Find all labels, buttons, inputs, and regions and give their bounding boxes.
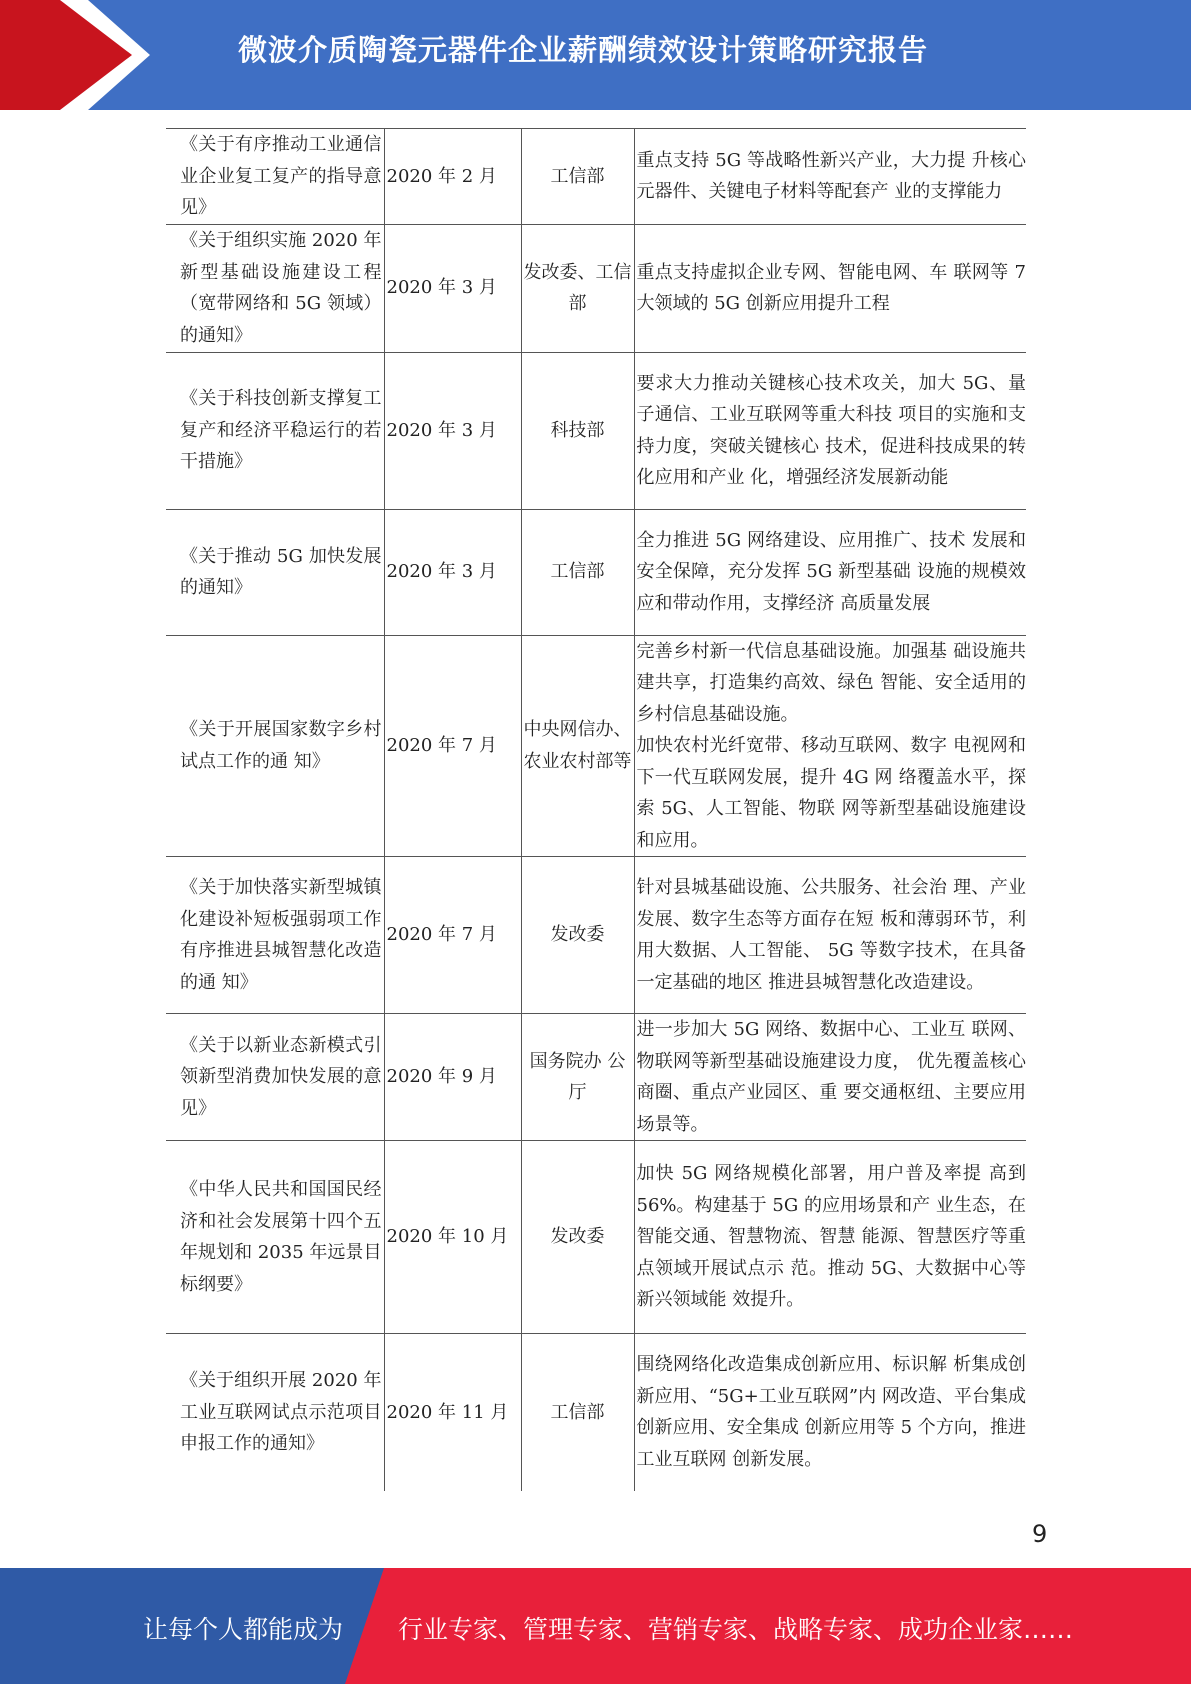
policy-name: 《关于组织实施 2020 年新型基础设施建设工程（宽带网络和 5G 领域）的通知》 <box>166 224 384 352</box>
table-row <box>166 1141 1026 1334</box>
policy-desc: 要求大力推动关键核心技术攻关，加大 5G、量子通信、工业互联网等重大科技 项目的实施和支持力度，突破关键核心 技术，促进科技成果的转化应用和产业 化，增强经济发展新动能 <box>634 352 1026 509</box>
policy-name: 《关于科技创新支撑复工复产和经济平稳运行的若干措施》 <box>166 352 384 509</box>
policy-desc: 围绕网络化改造集成创新应用、标识解 析集成创新应用、“5G+工业互联网”内 网改造、平台集成创新应用、安全集成 创新应用等 5 个方向，推进工业互联网 创新发展。 <box>634 1334 1026 1491</box>
policy-date: 2020 年 7 月 <box>384 635 521 857</box>
policy-dept: 国务院办 公厅 <box>521 1014 634 1141</box>
footer-slogan-right: 行业专家、管理专家、营销专家、战略专家、成功企业家…… <box>398 1615 1074 1644</box>
policy-date: 2020 年 3 月 <box>384 352 521 509</box>
policy-name: 《关于组织开展 2020 年工业互联网试点示范项目申报工作的通知》 <box>166 1334 384 1491</box>
policy-name: 《关于加快落实新型城镇化建设补短板强弱项工作有序推进县城智慧化改造的通 知》 <box>166 857 384 1014</box>
policy-name: 《关于推动 5G 加快发展的通知》 <box>166 509 384 635</box>
table-row <box>166 224 1026 352</box>
policy-name: 《关于以新业态新模式引领新型消费加快发展的意见》 <box>166 1014 384 1141</box>
policy-date: 2020 年 10 月 <box>384 1141 521 1334</box>
policy-date: 2020 年 2 月 <box>384 129 521 225</box>
policy-dept: 工信部 <box>521 509 634 635</box>
table-row <box>166 1014 1026 1141</box>
header-title: 微波介质陶瓷元器件企业薪酬绩效设计策略研究报告 <box>238 33 929 67</box>
page-header <box>0 0 1191 110</box>
policy-desc: 进一步加大 5G 网络、数据中心、工业互 联网、物联网等新型基础设施建设力度， 优先覆盖核心商圈、重点产业园区、重 要交通枢纽、主要应用场景等。 <box>634 1014 1026 1141</box>
policy-desc: 全力推进 5G 网络建设、应用推广、技术 发展和安全保障，充分发挥 5G 新型基础 设施的规模效应和带动作用，支撑经济 高质量发展 <box>634 509 1026 635</box>
footer-slogan-left: 让每个人都能成为 <box>143 1615 344 1644</box>
policy-desc: 针对县城基础设施、公共服务、社会治 理、产业发展、数字生态等方面存在短 板和薄弱环节，利用大数据、人工智能、 5G 等数字技术，在具备一定基础的地区 推进县城智慧化改造建设。 <box>634 857 1026 1014</box>
policy-date: 2020 年 3 月 <box>384 509 521 635</box>
policy-desc: 加快 5G 网络规模化部署，用户普及率提 高到 56%。构建基于 5G 的应用场景和产 业生态，在智能交通、智慧物流、智慧 能源、智慧医疗等重点领域开展试点示 范。推动 5G、大数据中心等新兴领域能 效提升。 <box>634 1141 1026 1334</box>
policy-name: 《关于开展国家数字乡村试点工作的通 知》 <box>166 635 384 857</box>
policy-date: 2020 年 7 月 <box>384 857 521 1014</box>
policy-desc-paragraph: 加快农村光纤宽带、移动互联网、数字 电视网和下一代互联网发展，提升 4G 网 络覆盖水平，探索 5G、人工智能、物联 网等新型基础设施建设和应用。 <box>636 735 1026 851</box>
policy-dept: 中央网信办、农业农村部等 <box>521 635 634 857</box>
policy-desc: 重点支持 5G 等战略性新兴产业，大力提 升核心元器件、关键电子材料等配套产 业的支撑能力 <box>634 129 1026 225</box>
policy-date: 2020 年 9 月 <box>384 1014 521 1141</box>
page-footer <box>0 1568 1191 1684</box>
policy-dept: 发改委 <box>521 1141 634 1334</box>
policy-desc: 重点支持虚拟企业专网、智能电网、车 联网等 7 大领域的 5G 创新应用提升工程 <box>634 224 1026 352</box>
policy-desc <box>634 635 1026 857</box>
table-row <box>166 509 1026 635</box>
policy-desc-paragraph: 完善乡村新一代信息基础设施。加强基 础设施共建共享，打造集约高效、绿色 智能、安全适用的乡村信息基础设施。 <box>636 640 1026 725</box>
table-row <box>166 352 1026 509</box>
page-number: 9 <box>1032 1520 1048 1548</box>
table-row <box>166 857 1026 1014</box>
policy-name: 《关于有序推动工业通信业企业复工复产的指导意见》 <box>166 129 384 225</box>
policy-dept: 发改委 <box>521 857 634 1014</box>
policy-dept: 工信部 <box>521 1334 634 1491</box>
policy-date: 2020 年 3 月 <box>384 224 521 352</box>
table-row <box>166 129 1026 225</box>
policy-date: 2020 年 11 月 <box>384 1334 521 1491</box>
policy-dept: 工信部 <box>521 129 634 225</box>
policy-name: 《中华人民共和国国民经济和社会发展第十四个五年规划和 2035 年远景目标纲要》 <box>166 1141 384 1334</box>
policy-dept: 发改委、工信部 <box>521 224 634 352</box>
table-row <box>166 1334 1026 1491</box>
policy-dept: 科技部 <box>521 352 634 509</box>
policy-table <box>166 128 1026 1491</box>
table-row <box>166 635 1026 857</box>
